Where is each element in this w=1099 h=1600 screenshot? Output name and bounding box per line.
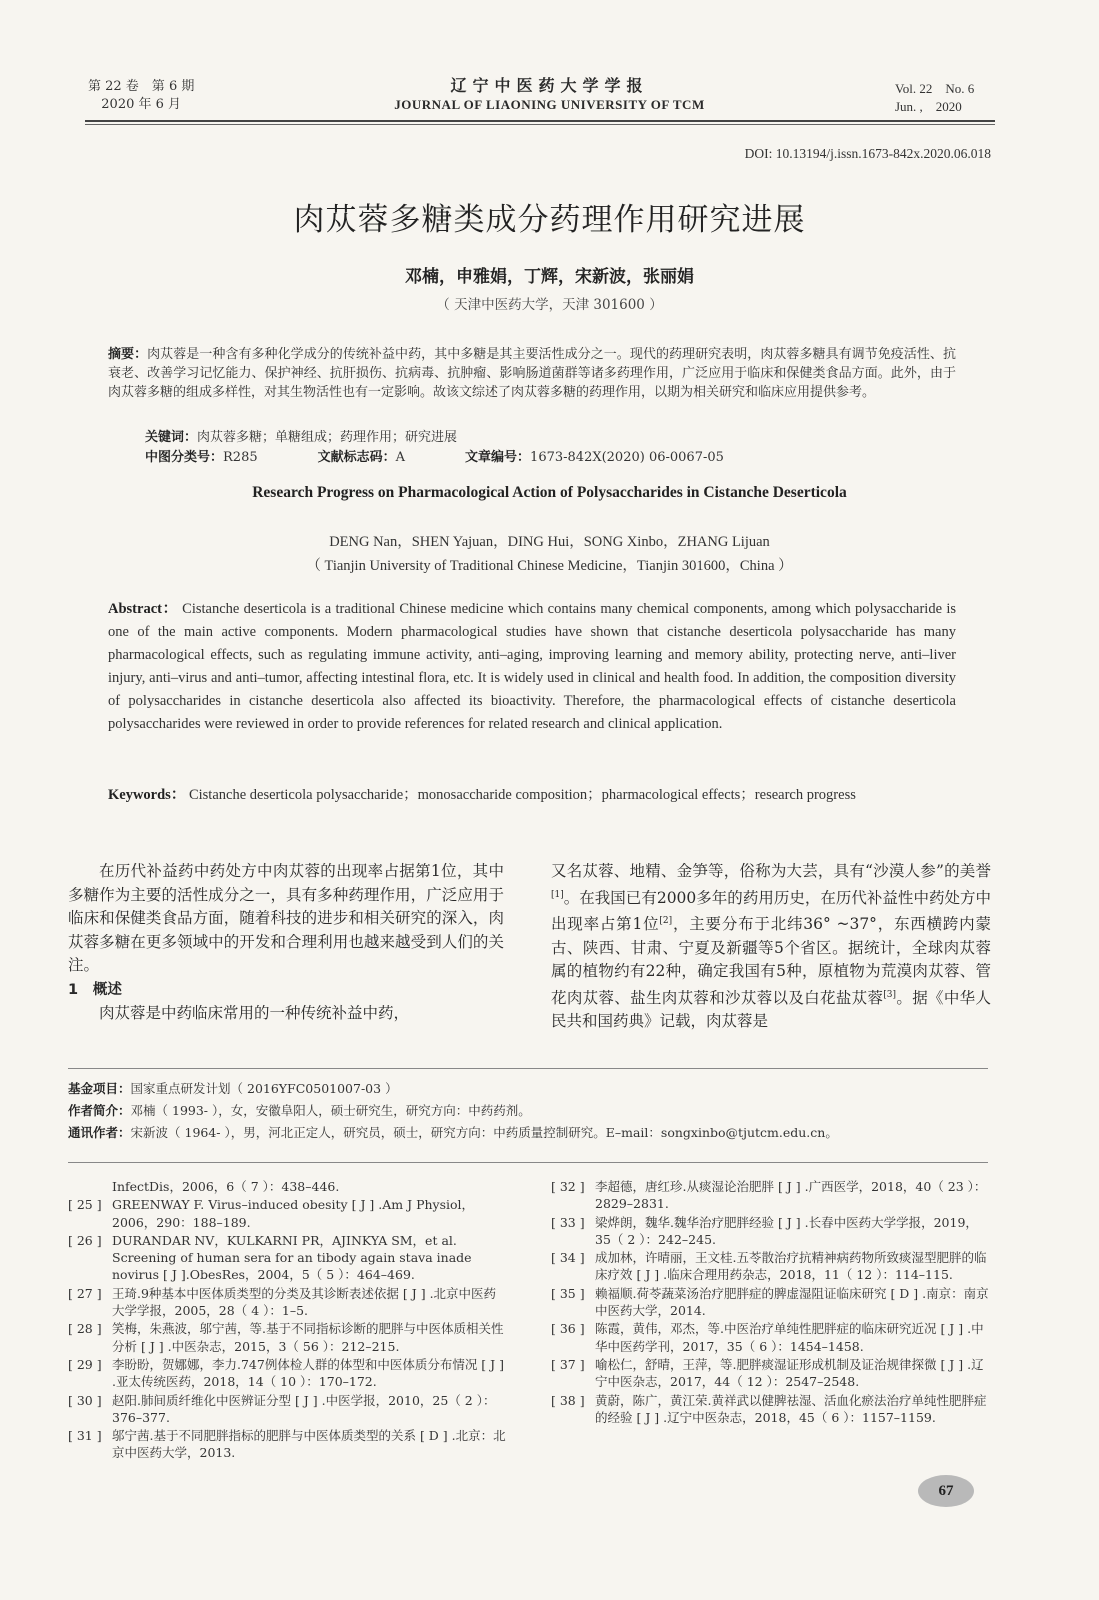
affiliation-cn: （ 天津中医药大学，天津 301600 ） [436,297,663,313]
reference-item [68,1320,508,1355]
reference-text: 李超德，唐红珍.从痰湿论治肥胖 [ J ] .广西医学，2018，40（ 23 ）：2829–2831. [595,1179,987,1212]
reference-item [68,1178,508,1195]
abstract-cn [108,345,956,402]
section-number: 1 [68,981,79,998]
reference-text: 赵阳.肺间质纤维化中医辨证分型 [ J ] .中医学报，2010，25（ 2 ）：376–377. [112,1392,496,1425]
fund-text: 国家重点研发计划（ 2016YFC0501007-03 ） [130,1081,398,1096]
author-note-text: 邓楠（ 1993- ），女，安徽阜阳人，硕士研究生，研究方向：中药药剂。 [130,1103,531,1118]
date-en: Jun. , 2020 [895,99,962,114]
body-left-column [68,860,504,1026]
citation: [3] [883,989,897,1000]
reference-text: 王琦.9种基本中医体质类型的分类及其诊断表述依据 [ J ] .北京中医药大学学报，2005，28（ 4 ）：1–5. [112,1285,497,1319]
correspondence-note [68,1122,988,1144]
affiliation-en: （ Tianjin University of Traditional Chinese Medicine，Tianjin 301600，China ） [306,558,793,574]
reference-item [551,1249,991,1284]
reference-item [551,1392,991,1427]
authors-cn: 邓楠，申雅娟，丁辉，宋新波，张丽娟 [405,267,694,287]
fund-note [68,1078,988,1100]
footnotes [68,1078,988,1144]
reference-item [68,1196,508,1231]
reference-number: [ 28 ] [68,1321,102,1337]
citation: [1] [551,889,564,900]
keywords-en [108,784,956,807]
classification-line [145,448,955,467]
abstract-en [108,598,956,736]
journal-name-cn: 辽宁中医药大学学报 [450,76,649,95]
reference-text: InfectDis，2006，6（ 7 ）：438–446. [112,1179,340,1194]
reference-item [68,1232,508,1284]
reference-number: [ 33 ] [551,1214,585,1230]
title-cn: 肉苁蓉多糖类成分药理作用研究进展 [293,202,806,238]
reference-number: [ 37 ] [551,1356,585,1372]
header-volume-en [895,80,974,116]
reference-number: [ 36 ] [551,1321,585,1337]
reference-number: [ 35 ] [551,1285,585,1301]
abstract-cn-text: 肉苁蓉是一种含有多种化学成分的传统补益中药，其中多糖是其主要活性成分之一。现代的药理研究表明，肉苁蓉多糖具有调节免疫活性、抗衰老、改善学习记忆能力、保护神经、抗肝损伤、抗病毒、抗肿瘤、影响肠道菌群等诸多药理作用，广泛应用于临床和保健类食品方面。此外，由于肉苁蓉多糖的组成多样性，对其生物活性也有一定影响。故该文综述了肉苁蓉多糖的药理作用，以期为相关研究和临床应用提供参考。 [108,347,956,400]
fund-label: 基金项目： [68,1081,131,1096]
reference-text: 李盼盼，贺娜娜，李力.747例体检人群的体型和中医体质分布情况 [ J ] .亚太传统医药，2018，14（ 10 ）：170–172. [112,1356,505,1390]
body-text: 又名苁蓉、地精、金笋等，俗称为大芸，具有“沙漠人参”的美誉 [551,862,991,880]
reference-number: [ 30 ] [68,1392,102,1408]
date-cn: 2020 年 6 月 [101,97,182,112]
reference-number: [ 27 ] [68,1285,102,1301]
reference-number: [ 25 ] [68,1197,102,1213]
citation: [2] [659,916,673,927]
body-text: 。在我国已有2000多年的药用历史，在历代补益性中药处方中出现率占第1位 [551,888,991,934]
reference-item [68,1285,508,1320]
reference-text: 笑梅，朱燕波，邬宁茜，等.基于不同指标诊断的肥胖与中医体质相关性分析 [ J ] .中医杂志，2015，3（ 56 ）：212–215. [112,1321,504,1354]
article-number [465,448,724,467]
reference-text: 成加林，许晴丽，王文桂.五苓散治疗抗精神病药物所致痰湿型肥胖的临床疗效 [ J ] .临床合理用药杂志，2018，11（ 12 ）：114–115. [595,1250,987,1283]
reference-number: [ 34 ] [551,1250,585,1266]
keywords-en-label: Keywords： [108,787,186,803]
reference-item [551,1178,991,1213]
doc-code [318,448,405,467]
body-right-column [551,860,991,1034]
clc-label: 中图分类号： [145,450,224,465]
authors-en: DENG Nan，SHEN Yajuan，DING Hui，SONG Xinbo，ZHANG Lijuan [329,534,770,550]
references-right [551,1178,991,1427]
header-rule-thin [85,124,995,125]
volume-issue-cn: 第 22 卷 第 6 期 [88,79,195,94]
reference-number: [ 31 ] [68,1428,102,1444]
reference-number: [ 26 ] [68,1232,102,1248]
reference-text: DURANDAR NV，KULKARNI PR，AJINKYA SM，et al. Screening of human sera for an tibody again stava inade novirus [ J ].ObesRes，2004，5（ 5 ）：464–469. [112,1232,472,1283]
author-note [68,1100,988,1122]
header-rule [85,120,995,122]
journal-name-en: JOURNAL OF LIAONING UNIVERSITY OF TCM [394,97,705,112]
reference-text: 陈霞，黄伟，邓杰，等.中医治疗单纯性肥胖症的临床研究近况 [ J ] .中华中医药学刊，2017，35（ 6 ）：1454–1458. [595,1321,984,1354]
correspondence-label: 通讯作者： [68,1125,131,1140]
reference-number: [ 29 ] [68,1356,102,1372]
reference-text: 黄蔚，陈广，黄江荣.黄祥武以健脾祛湿、活血化瘀法治疗单纯性肥胖症的经验 [ J ] .辽宁中医杂志，2018，45（ 6 ）：1157–1159. [595,1392,987,1425]
doi: DOI: 10.13194/j.issn.1673-842x.2020.06.018 [744,146,991,161]
footnote-rule [68,1068,988,1069]
keywords-en-text: Cistanche deserticola polysaccharide；monosaccharide composition；pharmacological effects；research progress [188,787,856,803]
reference-text: 梁烨朗，魏华.魏华治疗肥胖经验 [ J ] .长春中医药大学学报，2019，35（ 2 ）：242–245. [595,1214,978,1247]
clc-value: R285 [223,450,258,465]
reference-item [68,1356,508,1391]
clc-code [145,448,258,467]
reference-item [551,1356,991,1391]
body-paragraph: 在历代补益药中药处方中肉苁蓉的出现率占据第1位，其中多糖作为主要的活性成分之一，具有多种药理作用，广泛应用于临床和保健类食品方面，随着科技的进步和相关研究的深入，肉苁蓉多糖在更多领域中的开发和合理利用也越来越受到人们的关注。 [68,862,504,974]
reference-item [551,1285,991,1320]
abstract-en-label: Abstract： [108,601,178,617]
keywords-cn-text: 肉苁蓉多糖；单糖组成；药理作用；研究进展 [197,430,458,445]
references-left [68,1178,508,1463]
correspondence-text: 宋新波（ 1964- ），男，河北正定人，研究员，硕士，研究方向：中药质量控制研究。E–mail：songxinbo@tjutcm.edu.cn。 [130,1125,838,1140]
author-note-label: 作者简介： [68,1103,131,1118]
keywords-cn [145,428,955,447]
article-value: 1673-842X(2020) 06-0067-05 [530,450,724,465]
reference-text: 赖福顺.荷苓蔬菜汤治疗肥胖症的脾虚湿阻证临床研究 [ D ] .南京：南京中医药大学，2014. [595,1285,989,1319]
doc-value: A [395,450,406,465]
abstract-en-text: Cistanche deserticola is a traditional Chinese medicine which contains many chemical components, among which polysaccharide is one of the main active components. Modern pharmacological studies have shown that cistanche deserticola polysaccharide has many pharmacological effects, such as regulating immune activity, anti–aging, improving learning and memory ability, protecting nerve, anti–liver injury, anti–virus and anti–tumor, affecting intestinal flora, etc. It is widely used in clinical and health food. In addition, the composition diversity of polysaccharides in cistanche deserticola also affected its bioactivity. Therefore, the pharmacological effects of cistanche deserticola polysaccharides were reviewed in order to provide references for related research and clinical application. [108,601,956,732]
reference-item [68,1392,508,1427]
abstract-cn-label: 摘要： [108,347,148,362]
section-title: 概述 [92,981,122,998]
reference-text: GREENWAY F. Virus–induced obesity [ J ] .Am J Physiol，2006，290：188–189. [112,1197,475,1230]
page-number: 67 [918,1475,974,1507]
reference-item [551,1320,991,1355]
title-en: Research Progress on Pharmacological Action of Polysaccharides in Cistanche Deserticola [252,484,847,501]
reference-item [68,1427,508,1462]
body-text: 。据《中华人民共和国药典》记载，肉苁蓉是 [551,988,991,1031]
reference-rule [68,1162,988,1163]
reference-number: [ 32 ] [551,1179,585,1194]
volume-issue-en: Vol. 22 No. 6 [895,81,975,96]
keywords-cn-label: 关键词： [145,430,198,445]
body-text: ，主要分布于北纬36° ~37°，东西横跨内蒙古、陕西、甘肃、宁夏及新疆等5个省区。据统计，全球肉苁蓉属的植物约有22种，确定我国有5种，原植物为荒漠肉苁蓉、管花肉苁蓉、盐生肉苁蓉和沙苁蓉以及白花盐苁蓉 [551,915,991,1007]
reference-text: 邬宁茜.基于不同肥胖指标的肥胖与中医体质类型的关系 [ D ] .北京：北京中医药大学，2013. [112,1428,506,1461]
reference-text: 喻松仁，舒晴，王萍，等.肥胖痰湿证形成机制及证治规律探微 [ J ] .辽宁中医杂志，2017，44（ 12 ）：2547–2548. [595,1356,984,1390]
section-heading [68,978,504,1003]
doc-label: 文献标志码： [317,450,396,465]
article-label: 文章编号： [465,450,531,465]
body-paragraph: 肉苁蓉是中药临床常用的一种传统补益中药， [99,1004,410,1022]
reference-number: [ 38 ] [551,1392,585,1408]
reference-item [551,1214,991,1249]
